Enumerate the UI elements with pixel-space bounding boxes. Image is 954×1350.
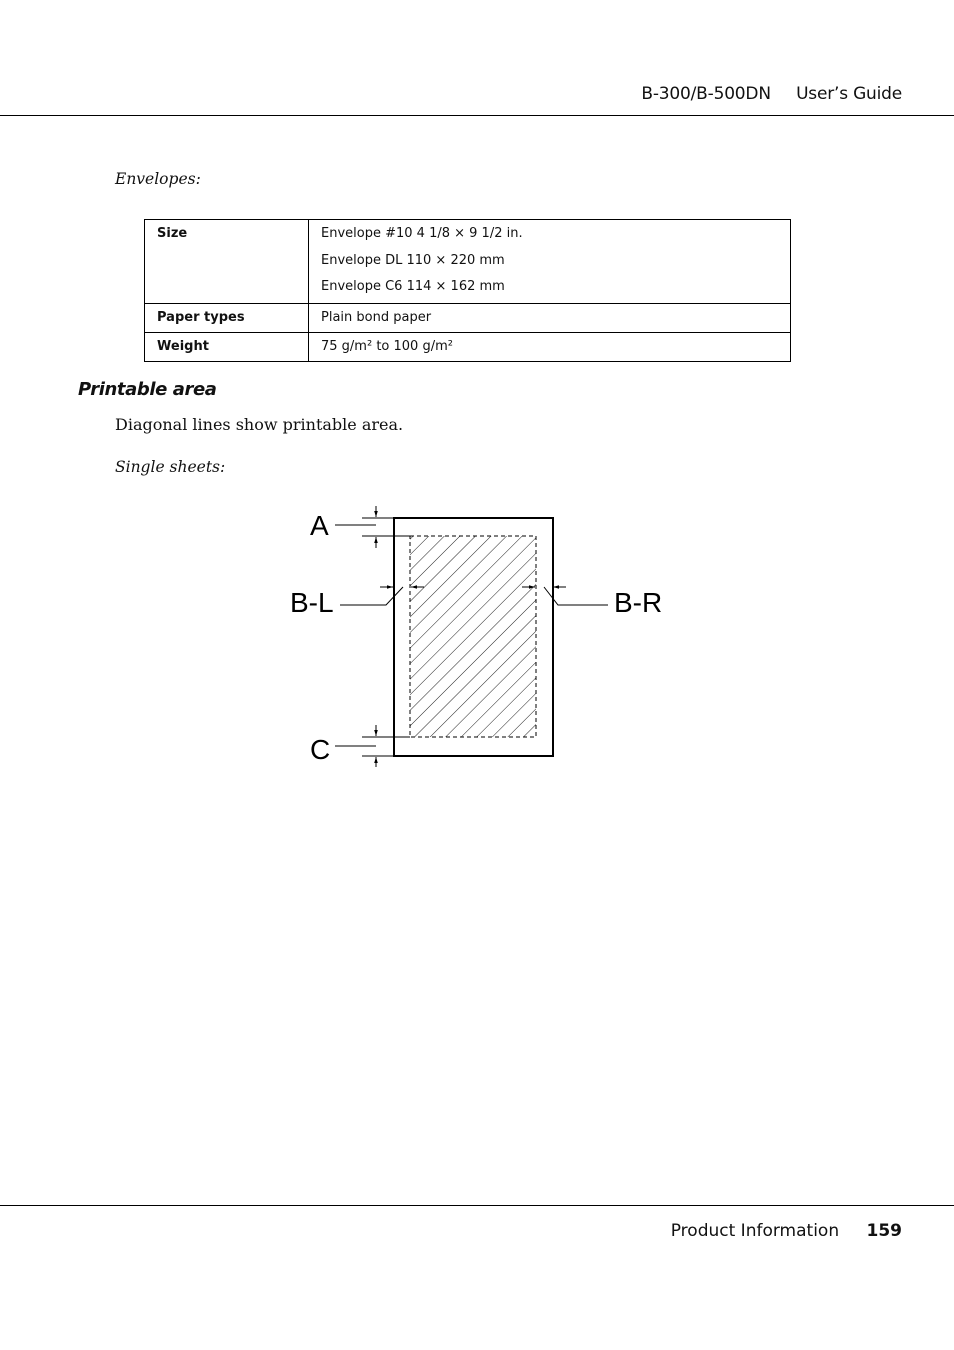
- envelopes-label: Envelopes:: [115, 170, 201, 188]
- page-footer: [0, 1205, 954, 1206]
- header-guide: User’s Guide: [796, 84, 902, 104]
- label-a: A: [310, 510, 329, 541]
- table-row: [145, 332, 791, 361]
- table-key-cell: [145, 220, 309, 304]
- table-value: Envelope DL 110 × 220 mm: [321, 252, 505, 268]
- header-title: [641, 84, 902, 104]
- table-value: Envelope C6 114 × 162 mm: [321, 279, 505, 294]
- footer-section: Product Information: [670, 1221, 840, 1241]
- printable-region: [410, 536, 536, 737]
- table-key: Size: [157, 226, 188, 241]
- description-text: Diagonal lines show printable area.: [115, 415, 404, 434]
- envelope-spec-table: [144, 219, 791, 362]
- table-key: Paper types: [145, 303, 309, 332]
- label-bl: B-L: [290, 587, 334, 618]
- label-c: C: [310, 734, 331, 765]
- table-value-lines: [321, 220, 778, 303]
- table-value-cell: [309, 220, 791, 304]
- table-row: [145, 303, 791, 332]
- table-key: Weight: [145, 332, 309, 361]
- table-value: Plain bond paper: [309, 303, 791, 332]
- table-row: [145, 220, 791, 304]
- table-value: 75 g/m² to 100 g/m²: [309, 332, 791, 361]
- page-number: 159: [866, 1221, 902, 1241]
- printable-area-diagram: [280, 500, 680, 775]
- footer-info: [671, 1221, 902, 1241]
- section-heading: Printable area: [78, 379, 217, 400]
- single-sheets-label: Single sheets:: [115, 458, 226, 476]
- header-model: B-300/B-500DN: [641, 84, 771, 104]
- table-value: Envelope #10 4 1/8 × 9 1/2 in.: [321, 226, 523, 241]
- label-br: B-R: [614, 587, 663, 618]
